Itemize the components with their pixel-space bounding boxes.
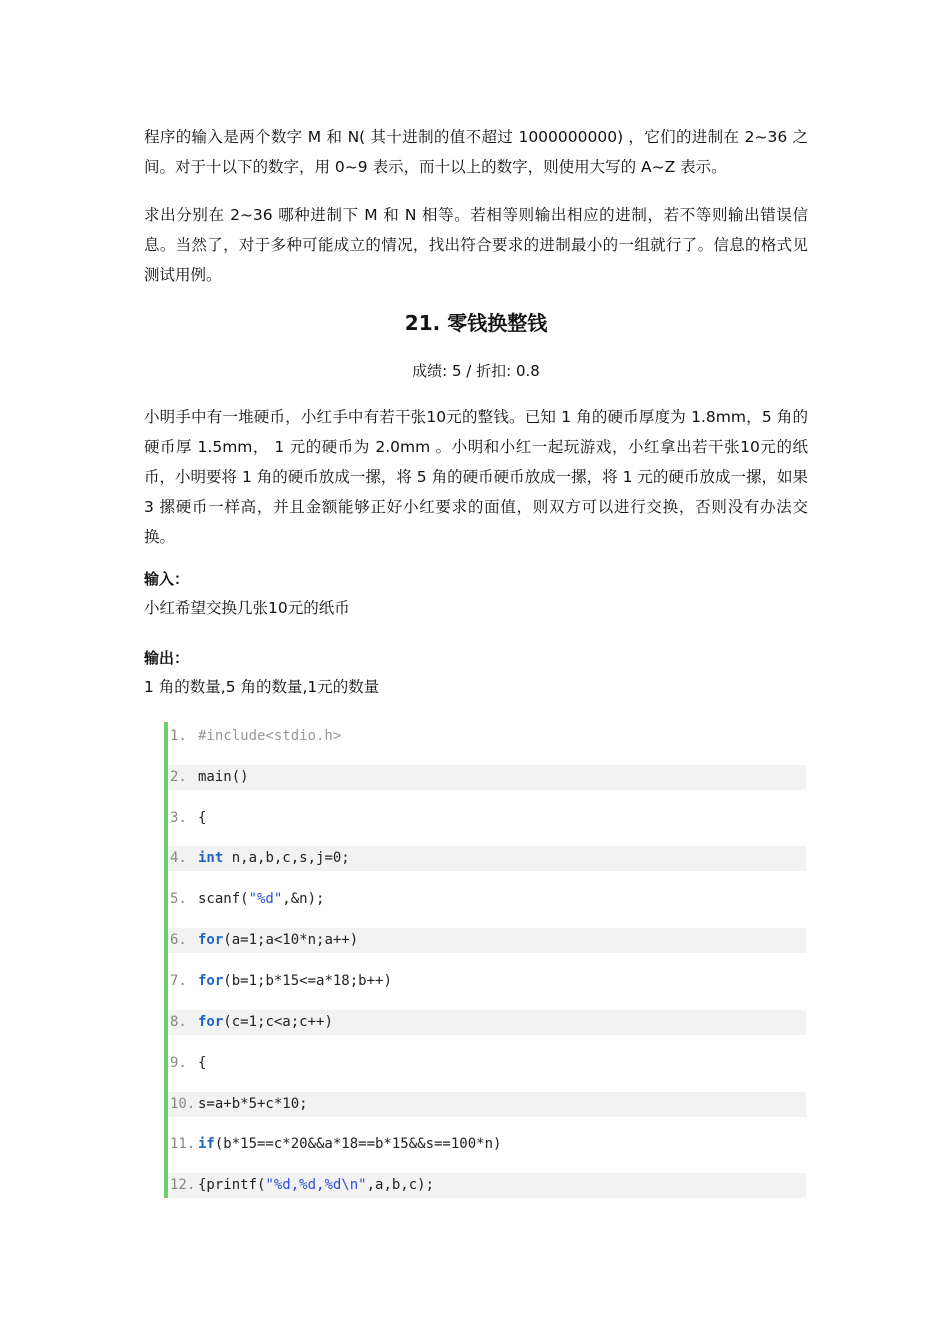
code-text: s=a+b*5+c*10;	[198, 1096, 308, 1112]
code-text: {	[198, 1055, 207, 1071]
code-line	[168, 969, 806, 994]
code-line	[168, 765, 806, 790]
code-line	[168, 1051, 806, 1076]
code-string: "%d"	[248, 891, 283, 907]
line-number: 10.	[170, 1096, 196, 1112]
code-text: (b=1;b*15<=a*18;b++)	[223, 973, 392, 989]
code-text: ,a,b,c);	[366, 1177, 435, 1193]
code-line	[168, 928, 806, 953]
code-text: (c=1;c<a;c++)	[223, 1014, 333, 1030]
code-text: n,a,b,c,s,j=0;	[223, 850, 350, 866]
code-text: scanf(	[198, 891, 249, 907]
intro-paragraph-1: 程序的输入是两个数字 M 和 N( 其十进制的值不超过 1000000000) ，它们的进制在 2~36 之间。对于十以下的数字，用 0~9 表示，而十以上的数字，则使用大写的 A~Z 表示。	[144, 128, 808, 176]
line-number: 2.	[170, 769, 187, 785]
intro-paragraph-2: 求出分别在 2~36 哪种进制下 M 和 N 相等。若相等则输出相应的进制，若不等则输出错误信息。当然了，对于多种可能成立的情况，找出符合要求的进制最小的一组就行了。信息的格式见测试用例。	[144, 206, 808, 284]
line-number: 3.	[170, 810, 187, 826]
line-number: 11.	[170, 1136, 196, 1152]
code-keyword: for	[198, 932, 224, 948]
line-number: 4.	[170, 850, 187, 866]
line-number: 7.	[170, 973, 187, 989]
output-text: 1 角的数量,5 角的数量,1元的数量	[144, 678, 380, 696]
code-line	[168, 1092, 806, 1117]
code-text: #include<stdio.h>	[198, 728, 342, 744]
line-number: 9.	[170, 1055, 187, 1071]
output-label: 输出：	[144, 649, 190, 667]
code-text: main()	[198, 769, 249, 785]
code-keyword: int	[198, 850, 224, 866]
line-number: 6.	[170, 932, 187, 948]
code-text: ,&n);	[282, 891, 325, 907]
code-keyword: for	[198, 1014, 224, 1030]
problem-description: 小明手中有一堆硬币，小红手中有若干张10元的整钱。已知 1 角的硬币厚度为 1.8mm，5 角的硬币厚 1.5mm， 1 元的硬币为 2.0mm 。小明和小红一起玩游戏，小红拿出若干张10元的纸币，小明要将 1 角的硬币放成一摞，将 5 角的硬币硬币放成一摞，将 1 元的硬币放成一摞，如果 3 摞硬币一样高，并且金额能够正好小红要求的面值，则双方可以进行交换，否则没有办法交换。	[144, 408, 808, 546]
problem-title: 21. 零钱换整钱	[404, 311, 548, 335]
code-text: {printf(	[198, 1177, 266, 1193]
code-line	[168, 887, 806, 912]
line-number: 8.	[170, 1014, 187, 1030]
code-keyword: for	[198, 973, 224, 989]
code-text: {	[198, 810, 207, 826]
input-label: 输入：	[144, 570, 190, 588]
line-number: 12.	[170, 1177, 196, 1193]
code-line	[168, 846, 806, 871]
code-line	[168, 724, 806, 749]
code-line	[168, 1173, 806, 1198]
code-line	[168, 1010, 806, 1035]
code-string: "%d,%d,%d\n"	[265, 1177, 367, 1193]
line-number: 5.	[170, 891, 187, 907]
code-line	[168, 1132, 806, 1157]
input-text: 小红希望交换几张10元的纸币	[144, 599, 350, 617]
code-text: (a=1;a<10*n;a++)	[223, 932, 359, 948]
problem-score: 成绩: 5 / 折扣: 0.8	[412, 362, 540, 380]
code-text: (b*15==c*20&&a*18==b*15&&s==100*n)	[214, 1136, 502, 1152]
line-number: 1.	[170, 728, 187, 744]
code-block	[164, 722, 810, 1198]
code-line	[168, 806, 806, 831]
code-keyword: if	[198, 1136, 215, 1152]
